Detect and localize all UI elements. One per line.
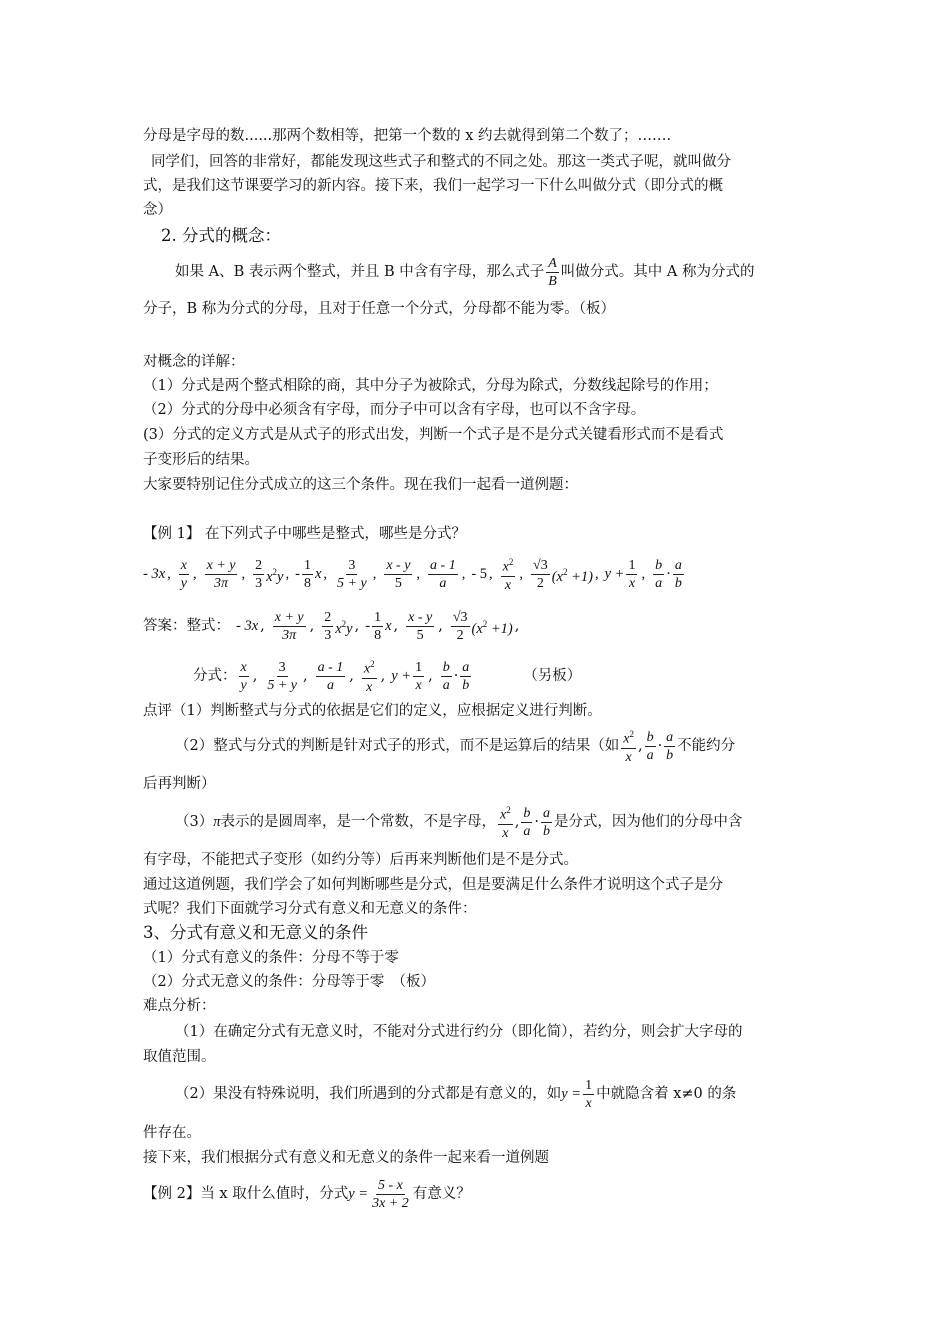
list-item: （1）分式有意义的条件：分母不等于零 — [143, 950, 399, 966]
analysis-text: 中就隐含着 x≠0 的条 — [596, 1086, 737, 1102]
comment-text: 表示的是圆周率，是一个常数，不是字母， — [220, 814, 496, 830]
list-item: 子变形后的结果。 — [143, 452, 259, 468]
example-text: 有意义？ — [412, 1186, 471, 1202]
comment-line: （3） π 表示的是圆周率，是一个常数，不是字母， $\frac{x^2}{x}$ , $\frac{b}{a}$ · $\frac{a}{b}$ 是分式，因为他们的分母中含 — [175, 800, 742, 844]
list-item: （2）分式的分母中必须含有字母，而分子中可以含有字母，也可以不含字母。 — [143, 402, 646, 418]
list-item: 取值范围。 — [143, 1049, 216, 1065]
expr: $\frac{3}{5 + y}$ — [337, 557, 367, 591]
comment: 有字母，不能把式子变形（如约分等）后再来判断他们是不是分式。 — [143, 852, 578, 868]
list-item: (3）分式的定义方式是从式子的形式出发，判断一个式子是不是分式关键看形式而不是看式 — [143, 427, 724, 443]
board-note: （另板） — [523, 668, 582, 684]
expr: $\frac{1}{x}$ — [628, 557, 636, 591]
list-item: （1）分式是两个整式相除的商，其中分子为被除式，分母为除式，分数线起除号的作用； — [143, 378, 718, 394]
expr: $\frac{x + y}{3\pi}$ — [206, 557, 236, 591]
list-item: （2）分式无意义的条件：分母等于零 （板） — [143, 974, 435, 990]
example-2-line: 【例 2】当 x 取什么值时，分式 y = $\frac{5 - x}{3x + 2}$ 有意义？ — [143, 1177, 471, 1211]
comment: 后再判断） — [143, 776, 216, 792]
paragraph: 难点分析： — [143, 998, 216, 1014]
section-heading: 3、分式有意义和无意义的条件 — [143, 923, 368, 942]
comment-text: 是分式，因为他们的分母中含 — [553, 814, 743, 830]
comment-text: 不能约分 — [677, 738, 736, 754]
answer-integral-row: 答案：整式： - 3x , $\frac{x + y}{3\pi}$ , $\frac{2}{3}$ $x^2y$ , - $\frac{1}{8}$ x , $\frac{x - y}{5}$ , $\frac{√3}{2}$ $(x^2 +1)$ , — [143, 609, 520, 643]
paragraph: 同学们，回答的非常好，都能发现这些式子和整式的不同之处。那这一类式子呢，就叫做分 — [151, 154, 731, 170]
analysis-text: （2）果没有特殊说明，我们所遇到的分式都是有意义的，如 — [175, 1086, 562, 1102]
definition-text: 叫做分式。其中 A 称为分式的 — [560, 264, 755, 280]
paragraph: 大家要特别记住分式成立的这三个条件。现在我们一起看一道例题： — [143, 477, 578, 493]
paragraph: 分子，B 称为分式的分母，且对于任意一个分式，分母都不能为零。（板） — [143, 301, 616, 317]
answer-label: 答案：整式： — [143, 618, 230, 634]
definition-line — [175, 250, 754, 294]
expr: - 3x — [143, 566, 166, 582]
expr: $\frac{x^2}{x}$ — [501, 554, 516, 594]
expr: $\frac{x}{y}$ — [180, 557, 187, 591]
example-heading: 【例 2】当 x 取什么值时，分式 — [143, 1186, 349, 1202]
fraction-label: 分式： — [193, 668, 237, 684]
comment-line: （2）整式与分式的判断是针对式子的形式，而不是运算后的结果（如 $\frac{x^2}{x}$ , $\frac{b}{a}$ · $\frac{a}{b}$ 不能约分 — [175, 724, 735, 768]
pi-symbol: π — [213, 814, 221, 830]
paragraph: 接下来，我们根据分式有意义和无意义的条件一起来看一道例题 — [143, 1150, 549, 1166]
paragraph: 通过这道例题，我们学会了如何判断哪些是分式，但是要满足什么条件才说明这个式子是分 — [143, 877, 723, 893]
expr: $\frac{a - 1}{a}$ — [430, 557, 456, 591]
section-heading: 2. 分式的概念： — [161, 226, 281, 245]
expr: $\frac{2}{3}$ — [255, 557, 263, 591]
paragraph: 对概念的详解： — [143, 354, 245, 370]
comment: 点评（1）判断整式与分式的依据是它们的定义，应根据定义进行判断。 — [143, 703, 602, 719]
analysis-line: （2）果没有特殊说明，我们所遇到的分式都是有意义的，如 y = $\frac{1}{x}$ 中就隐含着 x≠0 的条 — [175, 1077, 737, 1111]
example-heading: 【例 1】 在下列式子中哪些是整式，哪些是分式？ — [143, 526, 466, 542]
expr: $\frac{√3}{2}$ — [533, 557, 548, 591]
comment-text: （2）整式与分式的判断是针对式子的形式，而不是运算后的结果（如 — [175, 738, 620, 754]
definition-text: 如果 A、B 表示两个整式，并且 B 中含有字母，那么式子 — [175, 264, 545, 280]
paragraph: 件存在。 — [143, 1125, 201, 1141]
paragraph: 念） — [143, 202, 172, 218]
fraction-a-over-b: $\frac{A}{B}$ — [548, 255, 557, 289]
expression-list: - 3x , $\frac{x}{y}$ , $\frac{x + y}{3\pi}$ , $\frac{2}{3}$ $x^2y$ , - $\frac{1}{8}$ x , $\frac{3}{5 + y}$ , $\frac{x - y}{5}$ , $\frac{a - 1}{a}$ , - 5 , $\frac{x^2}{x}$ , $\frac{√3}{2}$ $(x^2 +1)$ , y + $\frac{1}{x}$ , $\frac{b}{a}$ · $\frac{a}{b}$ — [143, 552, 686, 596]
comment-text: （3） — [175, 814, 214, 830]
paragraph: 分母是字母的数......那两个数相等，把第一个数的 x 约去就得到第二个数了；……. — [143, 128, 672, 144]
expr: $\frac{1}{8}$ — [303, 557, 311, 591]
expr: $\frac{x - y}{5}$ — [386, 557, 411, 591]
answer-fraction-row: 分式： $\frac{x}{y}$ , $\frac{3}{5 + y}$ , $\frac{a - 1}{a}$ , $\frac{x^2}{x}$ , y + $\frac{1}{x}$ , $\frac{b}{a}$ · $\frac{a}{b}$ （另板） — [193, 654, 581, 698]
expr: $\frac{b}{a}$ — [655, 557, 663, 591]
paragraph: 式呢？我们下面就学习分式有意义和无意义的条件： — [143, 901, 477, 917]
paragraph: 式，是我们这节课要学习的新内容。接下来，我们一起学习一下什么叫做分式（即分式的概 — [143, 178, 723, 194]
list-item: （1）在确定分式有无意义时，不能对分式进行约分（即化简），若约分，则会扩大字母的 — [175, 1024, 743, 1040]
